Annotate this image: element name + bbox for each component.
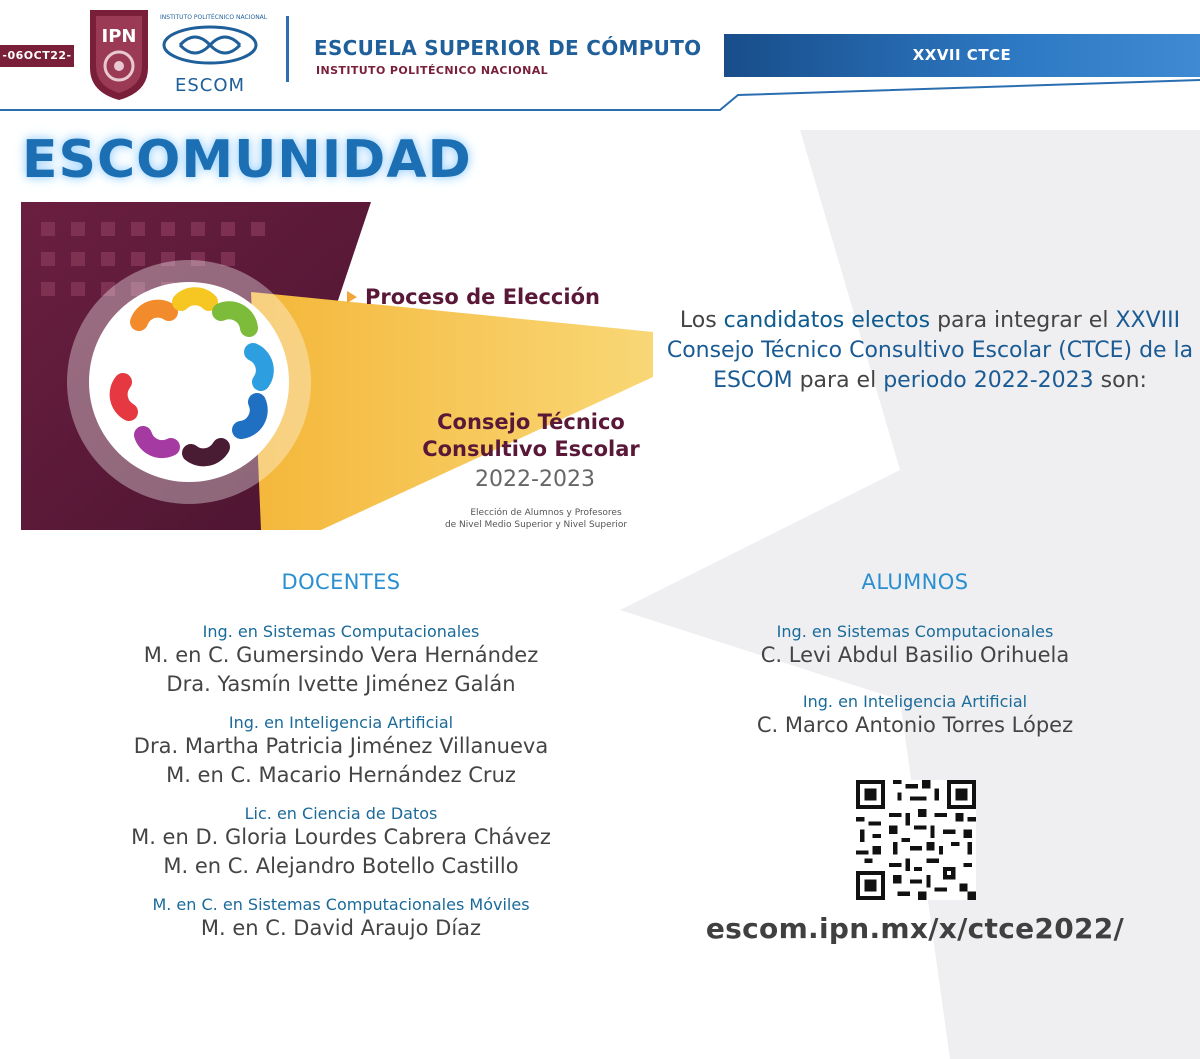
escom-emblem-icon: [160, 21, 260, 71]
intro-text-3: para el: [792, 368, 884, 393]
docentes-program: M. en C. en Sistemas Computacionales Móviles: [152, 895, 530, 914]
election-banner: [21, 202, 653, 530]
institute-name: INSTITUTO POLITÉCNICO NACIONAL: [316, 64, 549, 77]
intro-highlight-candidates: candidatos electos: [723, 308, 931, 333]
escom-logo-small-text: INSTITUTO POLITÉCNICO NACIONAL: [160, 14, 268, 21]
date-tag: -06OCT22-: [0, 45, 74, 67]
docentes-column: [40, 570, 642, 943]
school-name: ESCUELA SUPERIOR DE CÓMPUTO: [314, 36, 702, 60]
svg-text:IPN: IPN: [101, 26, 137, 47]
qr-code-icon: [856, 780, 976, 900]
escom-logo-text: ESCOM: [174, 75, 246, 96]
header-separator: [286, 16, 289, 82]
banner-caption1: Elección de Alumnos y Profesores: [470, 508, 622, 518]
page-title: ESCOMUNIDAD: [22, 130, 472, 190]
banner-line1: Consejo Técnico: [437, 410, 625, 434]
banner-line2: Consultivo Escolar: [422, 437, 640, 461]
alumno-name: C. Marco Antonio Torres López: [756, 713, 1074, 737]
docentes-program: Ing. en Inteligencia Artificial: [228, 713, 454, 732]
intro-text-2: para integrar el: [930, 308, 1116, 333]
intro-highlight-period: periodo 2022-2023: [883, 368, 1094, 393]
alumnos-heading: ALUMNOS: [861, 570, 969, 594]
intro-text-1: Los: [679, 308, 724, 333]
intro-highlight-council: XXVIII Consejo Técnico Consultivo Escolar (CTCE) de la ESCOM: [666, 308, 1194, 393]
ipn-shield-logo: [84, 6, 154, 102]
docente-name: M. en C. Gumersindo Vera Hernández: [143, 643, 539, 667]
docente-name: M. en D. Gloria Lourdes Cabrera Chávez: [131, 825, 551, 849]
docente-name: M. en C. Macario Hernández Cruz: [166, 763, 516, 787]
banner-caption2: de Nivel Medio Superior y Nivel Superior: [444, 520, 628, 530]
docentes-program: Ing. en Sistemas Computacionales: [202, 622, 480, 641]
alumno-name: C. Levi Abdul Basilio Orihuela: [760, 643, 1070, 667]
intro-text-4: son:: [1093, 368, 1147, 393]
alumnos-column: [660, 570, 1170, 740]
banner-heading: Proceso de Elección: [365, 285, 600, 309]
docente-name: Dra. Martha Patricia Jiménez Villanueva: [133, 734, 549, 758]
alumnos-program: Ing. en Sistemas Computacionales: [776, 622, 1054, 641]
intro-paragraph: [660, 306, 1200, 396]
escom-logo: [160, 14, 268, 98]
alumnos-program: Ing. en Inteligencia Artificial: [802, 692, 1028, 711]
docente-name: Dra. Yasmín Ivette Jiménez Galán: [166, 672, 516, 696]
docentes-heading: DOCENTES: [281, 570, 401, 594]
docentes-program: Lic. en Ciencia de Datos: [244, 804, 438, 823]
banner-years: 2022-2023: [475, 467, 595, 492]
header-band-label: XXVII CTCE: [912, 46, 1012, 64]
ctce-url-link[interactable]: escom.ipn.mx/x/ctce2022/: [705, 912, 1125, 945]
docente-name: M. en C. Alejandro Botello Castillo: [163, 854, 519, 878]
docente-name: M. en C. David Araujo Díaz: [200, 916, 482, 940]
